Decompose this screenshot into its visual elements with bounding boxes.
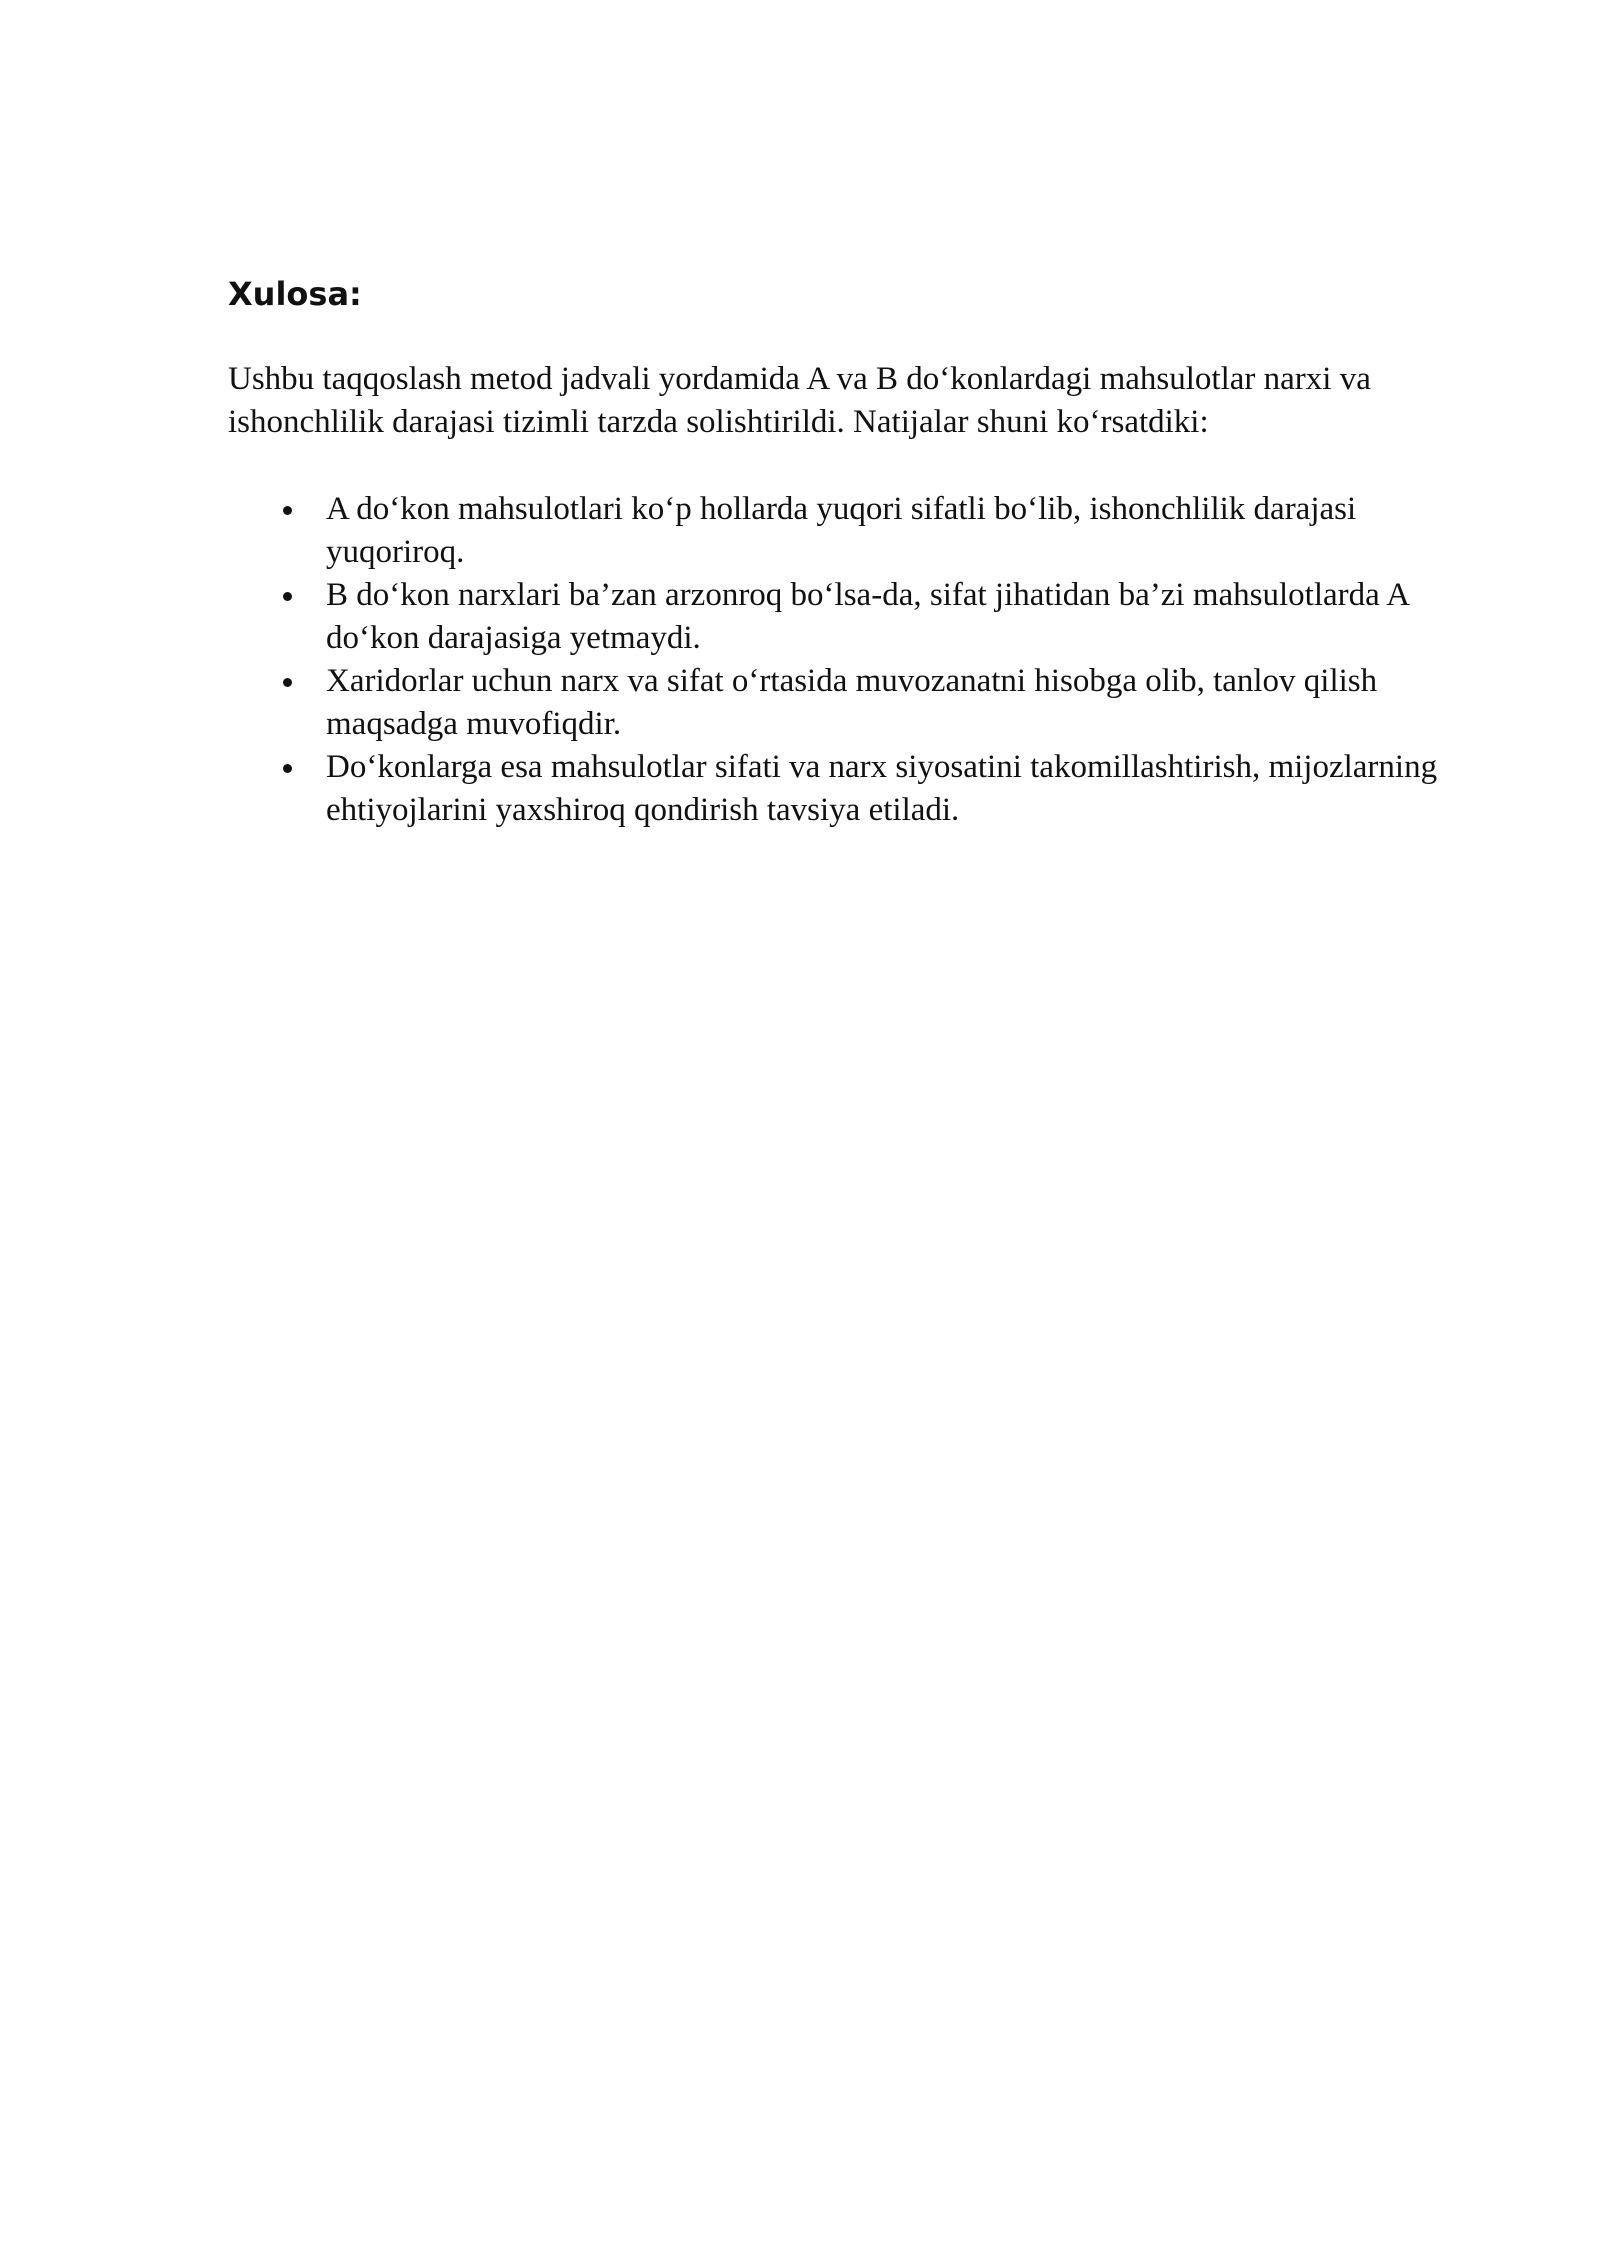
- bullet-icon: [283, 678, 292, 687]
- list-item: [228, 488, 1468, 574]
- bullet-icon: [283, 592, 292, 601]
- bullet-icon: [283, 764, 292, 773]
- list-item-text: Xaridorlar uchun narx va sifat o‘rtasida muvozanatni hisobga olib, tanlov qilish maqsadga muvofiqdir.: [326, 663, 1378, 742]
- list-item: [228, 746, 1468, 832]
- section-heading: Xulosa:: [228, 275, 362, 313]
- conclusion-list: [228, 488, 1468, 832]
- list-item-text: Do‘konlarga esa mahsulotlar sifati va narx siyosatini takomillashtirish, mijozlarning ehtiyojlarini yaxshiroq qondirish tavsiya etiladi.: [326, 749, 1438, 828]
- list-item-text: A do‘kon mahsulotlari ko‘p hollarda yuqori sifatli bo‘lib, ishonchlilik darajasi yuqoriroq.: [326, 491, 1357, 570]
- bullet-icon: [283, 506, 292, 515]
- list-item: [228, 574, 1468, 660]
- intro-paragraph: Ushbu taqqoslash metod jadvali yordamida A va B do‘konlardagi mahsulotlar narxi va ishonchlilik darajasi tizimli tarzda solishtirildi. Natijalar shuni ko‘rsatdiki:: [228, 361, 1371, 440]
- list-item-text: B do‘kon narxlari ba’zan arzonroq bo‘lsa-da, sifat jihatidan ba’zi mahsulotlarda A do‘kon darajasiga yetmaydi.: [326, 577, 1409, 656]
- document-content: [228, 272, 1468, 832]
- list-item: [228, 660, 1468, 746]
